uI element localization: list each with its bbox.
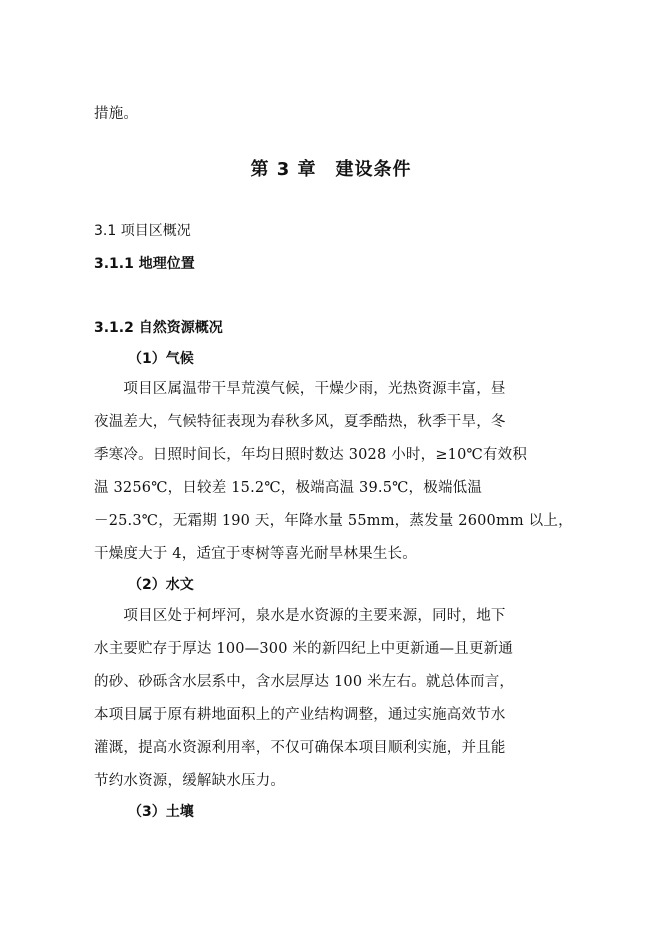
hydrology-line: 灌溉，提高水资源利用率，不仅可确保本项目顺利实施，并且能 xyxy=(94,740,506,756)
climate-line: －25.3℃，无霜期 190 天，年降水量 55mm，蒸发量 2600mm 以上， xyxy=(94,513,573,529)
hydrology-line: 的砂、砂砾含水层系中，含水层厚达 100 米左右。就总体而言， xyxy=(94,674,515,690)
section-heading-3-1: 3.1 项目区概况 xyxy=(94,223,191,239)
paragraph-continuation: 措施。 xyxy=(94,106,139,122)
climate-line: 干燥度大于 4，适宜于枣树等喜光耐旱林果生长。 xyxy=(94,546,417,562)
hydrology-line: 节约水资源，缓解缺水压力。 xyxy=(94,773,286,789)
subsection-heading-3-1-2: 3.1.2 自然资源概况 xyxy=(94,320,223,336)
soil-heading: （3）土壤 xyxy=(128,804,194,820)
chapter-title: 第 3 章 建设条件 xyxy=(250,159,412,180)
hydrology-heading: （2）水文 xyxy=(128,577,194,593)
hydrology-line: 项目区处于柯坪河，泉水是水资源的主要来源，同时，地下 xyxy=(94,608,506,624)
subsection-heading-3-1-1: 3.1.1 地理位置 xyxy=(94,256,195,272)
hydrology-line: 水主要贮存于厚达 100—300 米的新四纪上中更新通—且更新通 xyxy=(94,641,513,657)
climate-line: 项目区属温带干旱荒漠气候，干燥少雨，光热资源丰富，昼 xyxy=(94,381,506,397)
hydrology-line: 本项目属于原有耕地面积上的产业结构调整，通过实施高效节水 xyxy=(94,707,506,723)
climate-line: 季寒冷。日照时间长，年均日照时数达 3028 小时，≥10℃有效积 xyxy=(94,447,528,463)
climate-line: 温 3256℃，日较差 15.2℃，极端高温 39.5℃，极端低温 xyxy=(94,480,483,496)
climate-heading: （1）气候 xyxy=(128,351,194,367)
climate-line: 夜温差大，气候特征表现为春秋多风，夏季酷热，秋季干旱，冬 xyxy=(94,414,506,430)
